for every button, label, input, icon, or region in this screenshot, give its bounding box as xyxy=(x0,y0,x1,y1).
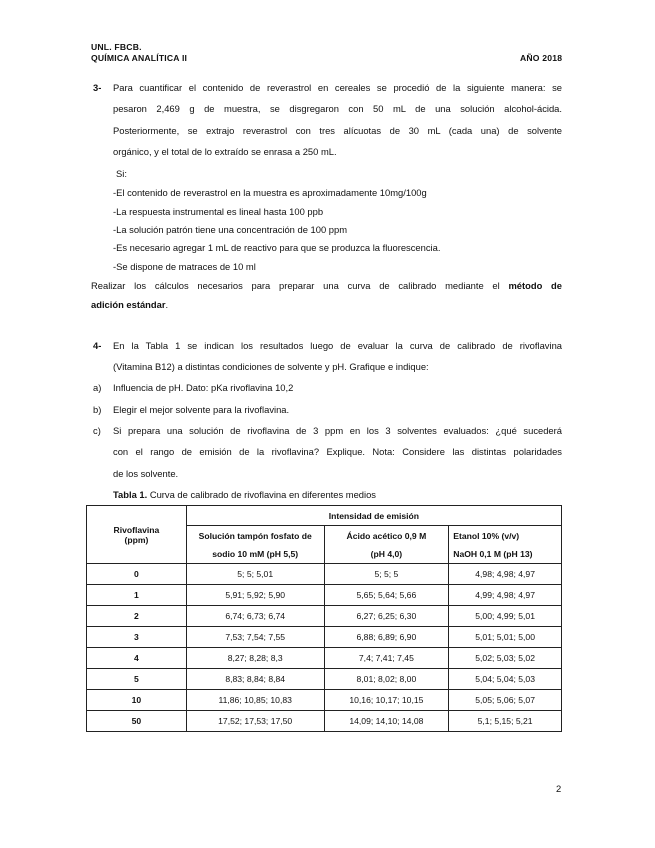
cell-phosphate: 5,91; 5,92; 5,90 xyxy=(186,585,324,606)
cell-ppm: 10 xyxy=(87,690,187,711)
cell-phosphate: 8,27; 8,28; 8,3 xyxy=(186,648,324,669)
problem-3-task-bold-1: método de xyxy=(508,280,562,291)
cell-ppm: 50 xyxy=(87,711,187,732)
sub-header-acetic-line-1: Ácido acético 0,9 M xyxy=(346,530,427,541)
cell-acetic: 10,16; 10,17; 10,15 xyxy=(324,690,449,711)
table-row xyxy=(87,648,562,669)
cell-ppm: 0 xyxy=(87,564,187,585)
cell-ppm: 4 xyxy=(87,648,187,669)
cell-acetic: 14,09; 14,10; 14,08 xyxy=(324,711,449,732)
col-header-rivoflavina-line-1: Rivoflavina xyxy=(113,524,160,535)
problem-3-task-end: . xyxy=(165,299,169,310)
cell-ethanol: 4,98; 4,98; 4,97 xyxy=(449,564,562,585)
cell-phosphate: 11,86; 10,85; 10,83 xyxy=(186,690,324,711)
table-row xyxy=(87,627,562,648)
problem-3-task-bold-2: adición estándar xyxy=(91,299,166,310)
sub-header-phosphate-line-2: sodio 10 mM (pH 5,5) xyxy=(212,548,299,559)
cell-acetic: 8,01; 8,02; 8,00 xyxy=(324,669,449,690)
cell-phosphate: 6,74; 6,73; 6,74 xyxy=(186,606,324,627)
sub-header-ethanol-line-2: NaOH 0,1 M (pH 13) xyxy=(453,548,533,559)
cell-ethanol: 5,02; 5,03; 5,02 xyxy=(449,648,562,669)
cell-ppm: 3 xyxy=(87,627,187,648)
item-b-label: b) xyxy=(93,404,102,415)
cell-phosphate: 7,53; 7,54; 7,55 xyxy=(186,627,324,648)
item-c-label: c) xyxy=(93,425,101,436)
problem-3-task-text: Realizar los cálculos necesarios para preparar una curva de calibrado mediante el xyxy=(91,280,500,291)
item-c-line-3: de los solvente. xyxy=(113,468,179,479)
table-row xyxy=(87,564,562,585)
sub-header-acetic xyxy=(324,526,449,564)
problem-3-task-line-2 xyxy=(91,299,168,310)
cell-ppm: 5 xyxy=(87,669,187,690)
problem-3-condition-3: -La solución patrón tiene una concentración de 100 ppm xyxy=(113,224,348,235)
cell-ethanol: 5,04; 5,04; 5,03 xyxy=(449,669,562,690)
cell-acetic: 7,4; 7,41; 7,45 xyxy=(324,648,449,669)
table-row xyxy=(87,585,562,606)
cell-ethanol: 5,05; 5,06; 5,07 xyxy=(449,690,562,711)
problem-3-condition-1: -El contenido de reverastrol en la muestra es aproximadamente 10mg/100g xyxy=(113,187,427,198)
table-row xyxy=(87,669,562,690)
cell-acetic: 6,27; 6,25; 6,30 xyxy=(324,606,449,627)
header-institution: UNL. FBCB. xyxy=(91,42,142,52)
item-b-text: Elegir el mejor solvente para la rivoflavina. xyxy=(113,404,290,415)
problem-3-line-2: pesaron 2,469 g de muestra, se disgregaron con 50 mL de una solución alcohol-ácida. xyxy=(113,103,562,114)
sub-header-ethanol-line-1: Etanol 10% (v/v) xyxy=(453,530,520,541)
item-a-text: Influencia de pH. Dato: pKa rivoflavina 10,2 xyxy=(113,382,294,393)
problem-4-intro-line-1: En la Tabla 1 se indican los resultados luego de evaluar la curva de calibrado de rivoflavina xyxy=(113,340,562,351)
cell-acetic: 6,88; 6,89; 6,90 xyxy=(324,627,449,648)
sub-header-phosphate-line-1: Solución tampón fosfato de xyxy=(198,530,312,541)
table-row xyxy=(87,711,562,732)
problem-3-condition-5: -Se dispone de matraces de 10 ml xyxy=(113,261,256,272)
cell-ethanol: 5,1; 5,15; 5,21 xyxy=(449,711,562,732)
table-caption-text: Curva de calibrado de rivoflavina en diferentes medios xyxy=(147,489,376,500)
cell-ethanol: 5,01; 5,01; 5,00 xyxy=(449,627,562,648)
table-caption-label: Tabla 1. xyxy=(113,489,148,500)
calibration-table xyxy=(86,505,562,732)
col-header-rivoflavina xyxy=(87,506,187,564)
cell-phosphate: 17,52; 17,53; 17,50 xyxy=(186,711,324,732)
problem-3-si: Si: xyxy=(116,168,127,179)
group-header-intensity: Intensidad de emisión xyxy=(186,506,561,526)
cell-phosphate: 8,83; 8,84; 8,84 xyxy=(186,669,324,690)
problem-3-condition-2: -La respuesta instrumental es lineal hasta 100 ppb xyxy=(113,206,324,217)
problem-4-intro-line-2: (Vitamina B12) a distintas condiciones de solvente y pH. Grafique e indique: xyxy=(113,361,429,372)
cell-ppm: 1 xyxy=(87,585,187,606)
problem-3-line-4: orgánico, y el total de lo extraído se enrasa a 250 mL. xyxy=(113,146,337,157)
cell-ppm: 2 xyxy=(87,606,187,627)
table-row xyxy=(87,606,562,627)
problem-3-line-1: Para cuantificar el contenido de reverastrol en cereales se procedió de la siguiente manera: se xyxy=(113,82,562,93)
cell-acetic: 5; 5; 5 xyxy=(324,564,449,585)
sub-header-acetic-line-2: (pH 4,0) xyxy=(370,548,403,559)
item-a-label: a) xyxy=(93,382,102,393)
cell-ethanol: 5,00; 4,99; 5,01 xyxy=(449,606,562,627)
problem-3-line-3: Posteriormente, se extrajo reverastrol con tres alícuotas de 30 mL (cada una) de solvente xyxy=(113,125,562,136)
cell-ethanol: 4,99; 4,98; 4,97 xyxy=(449,585,562,606)
table-caption xyxy=(113,489,376,500)
problem-3-task-line-1 xyxy=(91,280,562,291)
problem-3-condition-4: -Es necesario agregar 1 mL de reactivo para que se produzca la fluorescencia. xyxy=(113,242,441,253)
problem-4-number: 4- xyxy=(93,340,102,351)
cell-phosphate: 5; 5; 5,01 xyxy=(186,564,324,585)
sub-header-phosphate xyxy=(186,526,324,564)
item-c-line-1: Si prepara una solución de rivoflavina de 3 ppm en los 3 solventes evaluados: ¿qué sucederá xyxy=(113,425,562,436)
cell-acetic: 5,65; 5,64; 5,66 xyxy=(324,585,449,606)
header-year: AÑO 2018 xyxy=(520,53,563,63)
problem-3-number: 3- xyxy=(93,82,102,93)
header-course: QUÍMICA ANALÍTICA II xyxy=(91,53,188,63)
col-header-rivoflavina-line-2: (ppm) xyxy=(124,534,149,545)
table-row xyxy=(87,690,562,711)
item-c-line-2: con el rango de emisión de la rivoflavina? Explique. Nota: Considere las distintas polaridades xyxy=(113,446,562,457)
page-number: 2 xyxy=(556,783,562,794)
sub-header-ethanol xyxy=(449,526,562,564)
